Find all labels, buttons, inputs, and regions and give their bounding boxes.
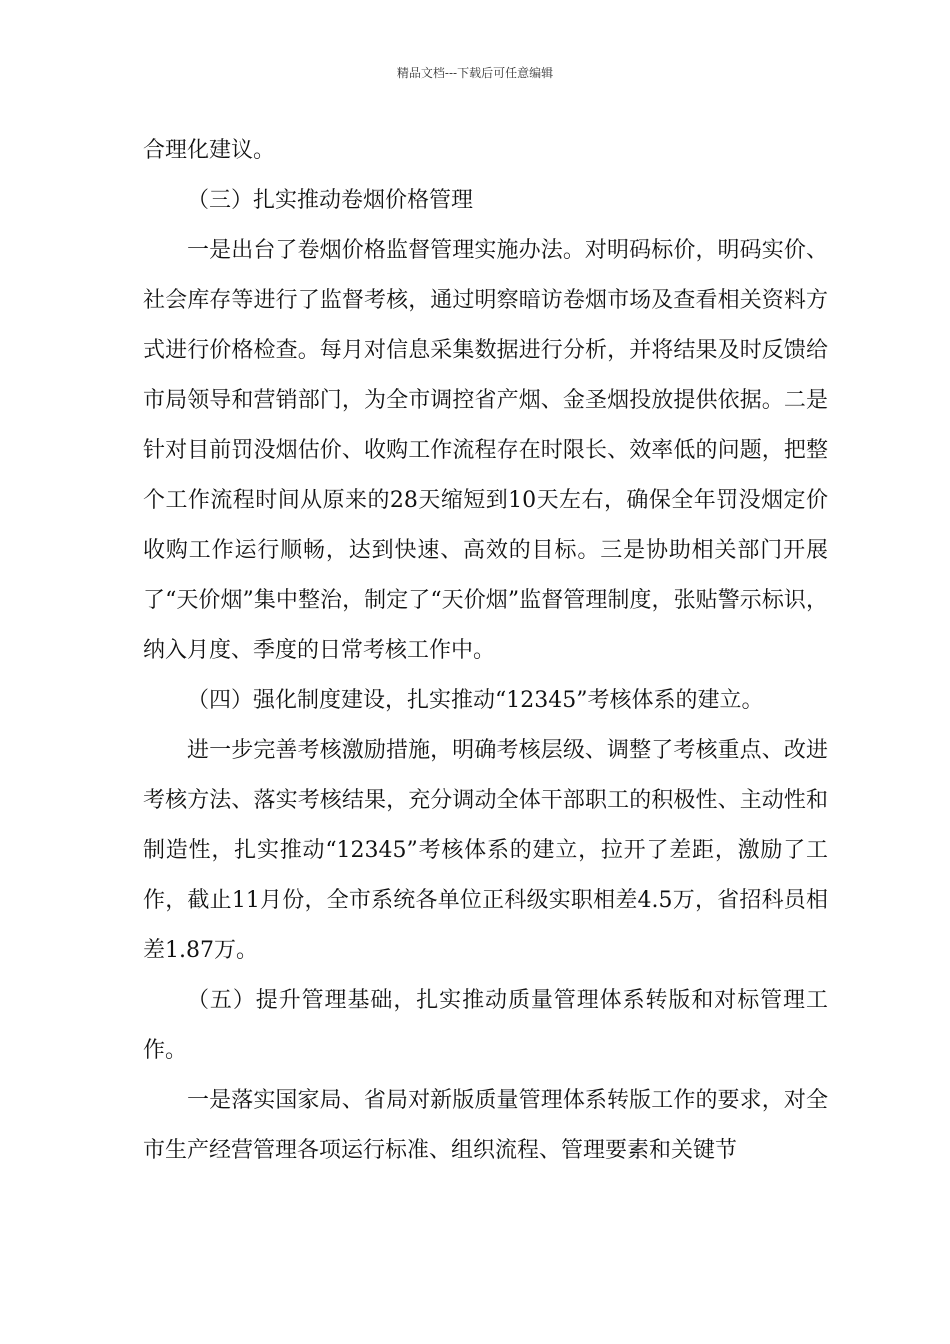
section-heading-3: （三）扎实推动卷烟价格管理 xyxy=(187,188,474,213)
section-heading-4: （四）强化制度建设，扎实推动“12345”考核体系的建立。 xyxy=(187,688,764,713)
paragraph-quality-management: 一是落实国家局、省局对新版质量管理体系转版工作的要求，对全市生产经营管理各项运行标准、组织流程、管理要素和关键节 xyxy=(143,1088,828,1163)
page-header: 精品文档---下载后可任意编辑 xyxy=(396,66,554,80)
paragraph-price-management: 一是出台了卷烟价格监督管理实施办法。对明码标价，明码实价、社会库存等进行了监督考核，通过明察暗访卷烟市场及查看相关资料方式进行价格检查。每月对信息采集数据进行分析，并将结果及时反馈给市局领导和营销部门，为全市调控省产烟、金圣烟投放提供依据。二是针对目前罚没烟估价、收购工作流程存在时限长、效率低的问题，把整个工作流程时间从原来的28天缩短到10天左右，确保全年罚没烟定价收购工作运行顺畅，达到快速、高效的目标。三是协助相关部门开展了“天价烟”集中整治，制定了“天价烟”监督管理制度，张贴警示标识，纳入月度、季度的日常考核工作中。 xyxy=(143,238,828,663)
paragraph-continuation: 合理化建议。 xyxy=(143,138,276,163)
section-heading-5: （五）提升管理基础，扎实推动质量管理体系转版和对标管理工作。 xyxy=(143,988,828,1063)
document-body xyxy=(143,126,828,1176)
paragraph-assessment-system: 进一步完善考核激励措施，明确考核层级、调整了考核重点、改进考核方法、落实考核结果，充分调动全体干部职工的积极性、主动性和制造性，扎实推动“12345”考核体系的建立，拉开了差距，激励了工作，截止11月份，全市系统各单位正科级实职相差4.5万，省招科员相差1.87万。 xyxy=(143,738,828,963)
